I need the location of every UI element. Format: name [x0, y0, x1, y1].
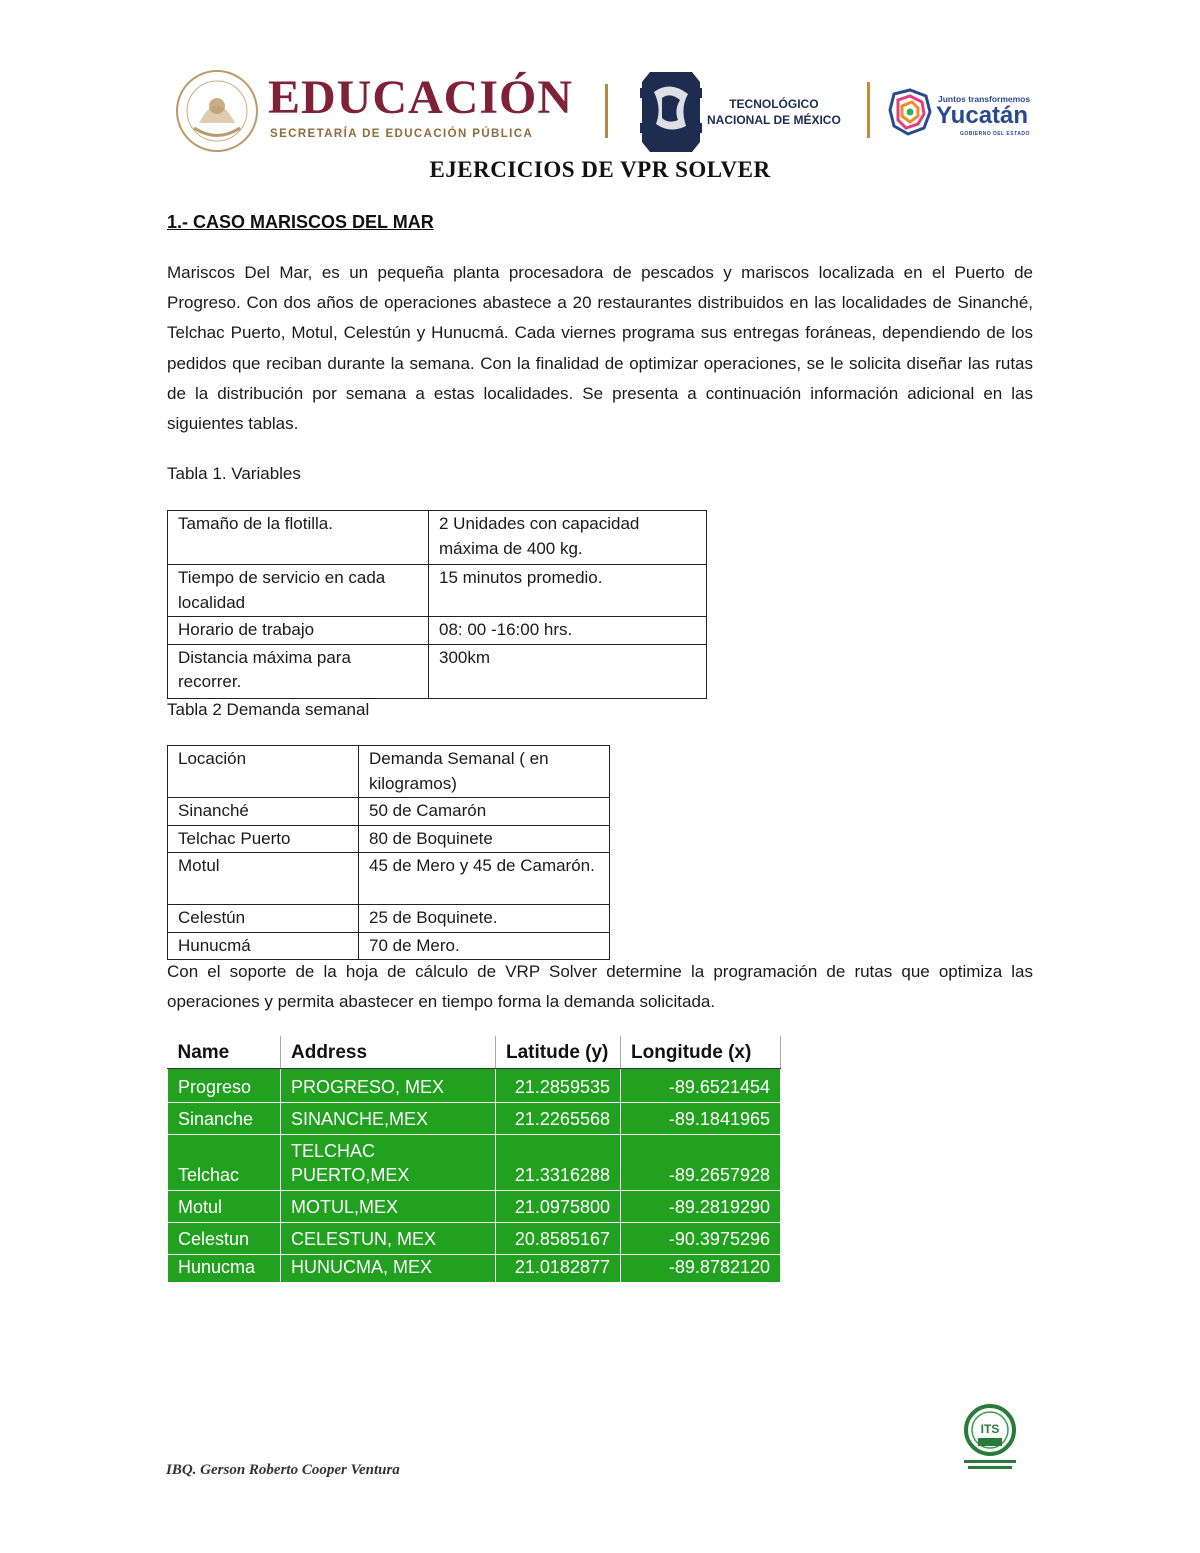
- table-cell: Sinanché: [168, 798, 359, 826]
- table-row: [168, 825, 610, 853]
- demand-table: [167, 745, 610, 960]
- table-cell: Horario de trabajo: [168, 617, 429, 645]
- table-row: [168, 644, 707, 698]
- table-cell: Celestún: [168, 905, 359, 933]
- table-cell: 08: 00 -16:00 hrs.: [429, 617, 707, 645]
- cell-name: Motul: [168, 1190, 281, 1222]
- table-row: [168, 617, 707, 645]
- table-cell: 50 de Camarón: [359, 798, 610, 826]
- table-row: [168, 565, 707, 617]
- table-cell: Tamaño de la flotilla.: [168, 511, 429, 565]
- table-row: [168, 853, 610, 905]
- cell-longitude: -90.3975296: [621, 1222, 781, 1254]
- cell-latitude: 21.0182877: [496, 1254, 621, 1282]
- table-row: [168, 511, 707, 565]
- yucatan-slogan: Juntos transformemos: [938, 94, 1031, 104]
- cell-name: Sinanche: [168, 1102, 281, 1134]
- cell-longitude: -89.8782120: [621, 1254, 781, 1282]
- header-address: Address: [281, 1036, 496, 1068]
- table1-caption: Tabla 1. Variables: [167, 464, 301, 483]
- tecnm-logo-text: [707, 96, 841, 128]
- table-row: [168, 798, 610, 826]
- cell-latitude: 21.2859535: [496, 1068, 621, 1102]
- cell-address: MOTUL,MEX: [281, 1190, 496, 1222]
- educacion-logo-subtitle: SECRETARÍA DE EDUCACIÓN PÚBLICA: [270, 128, 534, 140]
- cell-latitude: 21.2265568: [496, 1102, 621, 1134]
- cell-address: TELCHAC PUERTO,MEX: [281, 1134, 496, 1190]
- table-row: [168, 1254, 781, 1282]
- cell-longitude: -89.2819290: [621, 1190, 781, 1222]
- table-cell: 45 de Mero y 45 de Camarón.: [359, 853, 610, 905]
- table-cell: Hunucmá: [168, 932, 359, 960]
- header-name: Name: [168, 1036, 281, 1068]
- tecnm-line1: TECNOLÓGICO: [729, 97, 819, 111]
- table-cell: 300km: [429, 644, 707, 698]
- cell-name: Celestun: [168, 1222, 281, 1254]
- logo-divider: [605, 84, 608, 138]
- cell-name: Progreso: [168, 1068, 281, 1102]
- table-row: [168, 1068, 781, 1102]
- table-row: [168, 905, 610, 933]
- table-cell: Motul: [168, 853, 359, 905]
- header-longitude: Longitude (x): [621, 1036, 781, 1068]
- variables-table: [167, 510, 707, 699]
- logo-divider: [867, 82, 870, 138]
- cell-name: Telchac: [168, 1134, 281, 1190]
- document-title: EJERCICIOS DE VPR SOLVER: [429, 157, 771, 182]
- footer-author: IBQ. Gerson Roberto Cooper Ventura: [166, 1462, 400, 1478]
- locations-table: [167, 1036, 781, 1283]
- yucatan-gov-label: GOBIERNO DEL ESTADO: [960, 131, 1030, 137]
- table-header-cell: Locación: [168, 746, 359, 798]
- table-cell: Distancia máxima para recorrer.: [168, 644, 429, 698]
- header-logos: [170, 62, 1040, 162]
- table-header-row: [168, 1036, 781, 1068]
- case-heading: 1.- CASO MARISCOS DEL MAR: [167, 212, 434, 232]
- cell-latitude: 21.0975800: [496, 1190, 621, 1222]
- tecnm-gear-icon: [640, 68, 702, 156]
- table-cell: 70 de Mero.: [359, 932, 610, 960]
- cell-address: CELESTUN, MEX: [281, 1222, 496, 1254]
- cell-name: Hunucma: [168, 1254, 281, 1282]
- cell-longitude: -89.6521454: [621, 1068, 781, 1102]
- table-cell: 2 Unidades con capacidad máxima de 400 kg.: [429, 511, 707, 565]
- table-row: [168, 932, 610, 960]
- mexico-seal-icon: [174, 68, 260, 154]
- table-row: [168, 1190, 781, 1222]
- table2-caption: Tabla 2 Demanda semanal: [167, 700, 370, 719]
- yucatan-logo-title: Yucatán: [936, 102, 1029, 129]
- header-latitude: Latitude (y): [496, 1036, 621, 1068]
- table-cell: 80 de Boquinete: [359, 825, 610, 853]
- cell-address: SINANCHE,MEX: [281, 1102, 496, 1134]
- yucatan-logo-icon: [888, 88, 932, 136]
- table-header-cell: Demanda Semanal ( en kilogramos): [359, 746, 610, 798]
- cell-longitude: -89.1841965: [621, 1102, 781, 1134]
- table-cell: 15 minutos promedio.: [429, 565, 707, 617]
- table-row: [168, 746, 610, 798]
- its-progreso-logo-icon: [950, 1400, 1030, 1480]
- intro-paragraph: Mariscos Del Mar, es un pequeña planta procesadora de pescados y mariscos localizada en el Puerto de Progreso. Con dos años de operaciones abastece a 20 restaurantes distribuidos en las localidades de Sinanché, Telchac Puerto, Motul, Celestún y Hunucmá. Cada viernes programa sus entregas foráneas, dependiendo de los pedidos que reciban durante la semana. Con la finalidad de optimizar operaciones, se le solicita diseñar las rutas de la distribución por semana a estas localidades. Se presenta a continuación información adicional en las siguientes tablas.: [167, 263, 1033, 434]
- table-row: [168, 1102, 781, 1134]
- table-row: [168, 1134, 781, 1190]
- its-logo-text: ITS: [980, 1422, 1000, 1436]
- educacion-logo-title: EDUCACIÓN: [268, 71, 574, 124]
- cell-address: PROGRESO, MEX: [281, 1068, 496, 1102]
- cell-latitude: 20.8585167: [496, 1222, 621, 1254]
- cell-latitude: 21.3316288: [496, 1134, 621, 1190]
- table-row: [168, 1222, 781, 1254]
- table-cell: 25 de Boquinete.: [359, 905, 610, 933]
- cell-longitude: -89.2657928: [621, 1134, 781, 1190]
- cell-address: HUNUCMA, MEX: [281, 1254, 496, 1282]
- instructions-paragraph: Con el soporte de la hoja de cálculo de VRP Solver determine la programación de rutas que optimiza las operaciones y permita abastecer en tiempo forma la demanda solicitada.: [167, 962, 1033, 1012]
- table-cell: Telchac Puerto: [168, 825, 359, 853]
- table-cell: Tiempo de servicio en cada localidad: [168, 565, 429, 617]
- tecnm-line2: NACIONAL DE MÉXICO: [707, 113, 841, 127]
